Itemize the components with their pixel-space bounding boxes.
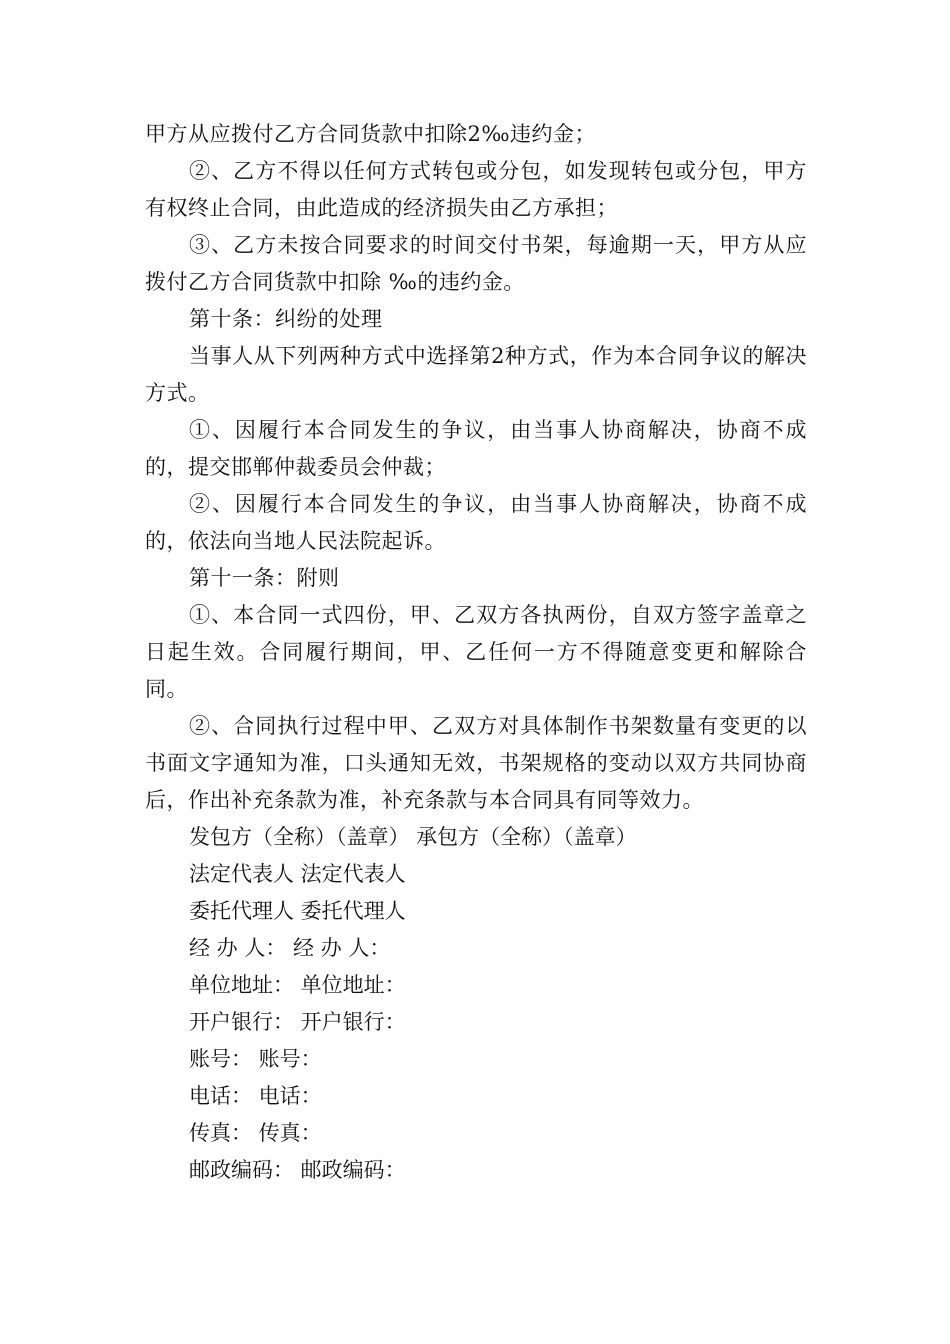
- signature-line-agent: 委托代理人 委托代理人: [189, 899, 406, 923]
- paragraph-penalty-continued: 甲方从应拨付乙方合同货款中扣除2‰违约金；: [145, 122, 597, 146]
- signature-line-bank: 开户银行： 开户银行：: [189, 1010, 406, 1034]
- paragraph-copies-effective: ①、本合同一式四份，甲、乙双方各执两份，自双方签字盖章之日起生效。合同履行期间，甲、乙任何一方不得随意变更和解除合同。: [145, 603, 807, 701]
- section-heading-article-10: 第十条：纠纷的处理: [189, 307, 383, 331]
- document-body: [145, 116, 807, 1189]
- paragraph-dispute-court: ②、因履行本合同发生的争议，由当事人协商解决，协商不成的，依法向当地人民法院起诉。: [145, 492, 807, 553]
- signature-line-handler: 经 办 人： 经 办 人：: [189, 936, 391, 960]
- signature-line-fax: 传真： 传真：: [189, 1121, 322, 1145]
- paragraph-dispute-arbitration: ①、因履行本合同发生的争议，由当事人协商解决，协商不成的，提交邯郸仲裁委员会仲裁；: [145, 418, 807, 479]
- signature-line-address: 单位地址： 单位地址：: [189, 973, 406, 997]
- paragraph-no-subcontract: ②、乙方不得以任何方式转包或分包，如发现转包或分包，甲方有权终止合同，由此造成的经济损失由乙方承担；: [145, 159, 807, 220]
- paragraph-changes-notice: ②、合同执行过程中甲、乙双方对具体制作书架数量有变更的以书面文字通知为准，口头通知无效，书架规格的变动以双方共同协商后，作出补充条款为准，补充条款与本合同具有同等效力。: [145, 714, 807, 812]
- paragraph-dispute-choice: 当事人从下列两种方式中选择第2种方式，作为本合同争议的解决方式。: [145, 344, 807, 405]
- signature-line-phone: 电话： 电话：: [189, 1084, 322, 1108]
- signature-line-postcode: 邮政编码： 邮政编码：: [189, 1158, 406, 1182]
- signature-line-account: 账号： 账号：: [189, 1047, 322, 1071]
- signature-block: [145, 819, 807, 1189]
- signature-line-legal-rep: 法定代表人 法定代表人: [189, 862, 406, 886]
- section-heading-article-11: 第十一条：附则: [189, 566, 340, 590]
- paragraph-late-delivery: ③、乙方未按合同要求的时间交付书架，每逾期一天，甲方从应拨付乙方合同货款中扣除 ‰的违约金。: [145, 233, 807, 294]
- signature-line-parties: 发包方（全称）（盖章） 承包方（全称）（盖章）: [189, 825, 637, 849]
